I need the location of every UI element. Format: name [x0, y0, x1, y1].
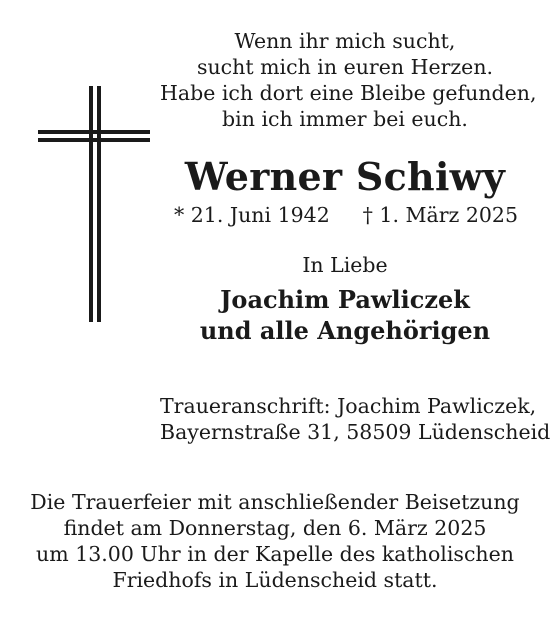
- cross-horizontal-bar-top: [38, 130, 150, 134]
- address-line: Bayernstraße 31, 58509 Lüdenscheid: [160, 420, 550, 444]
- funeral-info: [0, 489, 550, 593]
- death-date: † 1. März 2025: [362, 203, 518, 227]
- cross-vertical-bar-left: [89, 86, 93, 322]
- mourner-line: und alle Angehörigen: [199, 316, 491, 345]
- funeral-line: Die Trauerfeier mit anschließender Beisetzung: [30, 490, 520, 514]
- cross-vertical-bar-right: [97, 86, 101, 322]
- funeral-line: findet am Donnerstag, den 6. März 2025: [63, 516, 487, 540]
- funeral-line: Friedhofs in Lüdenscheid statt.: [112, 568, 438, 592]
- in-love-label: In Liebe: [302, 253, 388, 277]
- poem-line: bin ich immer bei euch.: [222, 107, 468, 131]
- mourner-line: Joachim Pawliczek: [220, 285, 470, 314]
- latin-cross-icon: [38, 86, 150, 322]
- poem-line: Wenn ihr mich sucht,: [234, 29, 456, 53]
- cross-horizontal-bar-bottom: [38, 138, 150, 142]
- mourning-address: [160, 393, 550, 445]
- poem: [160, 28, 537, 132]
- deceased-name: Werner Schiwy: [184, 154, 506, 199]
- funeral-line: um 13.00 Uhr in der Kapelle des katholischen: [36, 542, 514, 566]
- poem-line: Habe ich dort eine Bleibe gefunden,: [160, 81, 537, 105]
- birth-date: * 21. Juni 1942: [174, 203, 330, 227]
- address-line: Traueranschrift: Joachim Pawliczek,: [160, 394, 537, 418]
- mourners: [160, 284, 530, 346]
- poem-line: sucht mich in euren Herzen.: [196, 55, 494, 79]
